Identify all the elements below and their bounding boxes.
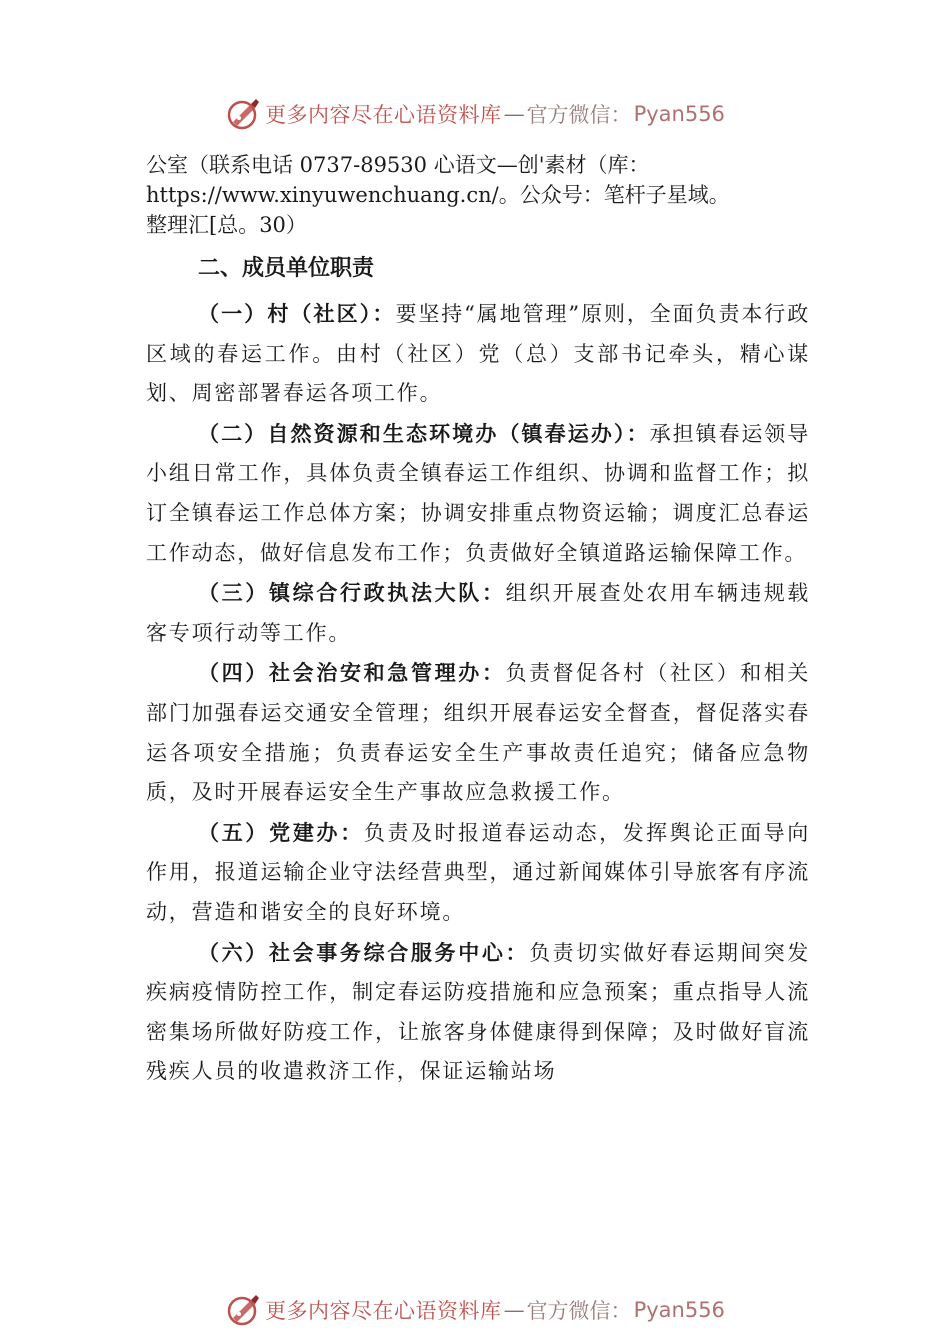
- intro-line-1: 公室（联系电话 0737-89530 心语文—创'素材（库：: [146, 153, 650, 177]
- duty-item-label: （四）社会治安和急管理办：: [198, 660, 506, 686]
- banner-text: 更多内容尽在心语资料库: [265, 1299, 502, 1323]
- banner-dash: —: [503, 102, 525, 126]
- duty-item: [146, 414, 810, 573]
- duty-item-text: 负责切实做好春运期间突发疾病疫情防控工作，制定春运防疫措施和应急预案；重点指导人流密集场所做好防疫工作，让旅客身体健康得到保障；及时做好盲流残疾人员的收遣救济工作，保证运输站场: [146, 940, 810, 1084]
- header-banner: [0, 94, 950, 134]
- document-body: [146, 150, 810, 1092]
- section-heading: 二、成员单位职责: [198, 256, 375, 281]
- duty-item: [146, 813, 810, 933]
- pen-logo-icon: [225, 96, 261, 132]
- intro-line-3: 整理汇[总。30）: [146, 213, 307, 237]
- banner-official-label: 官方微信：: [526, 103, 632, 127]
- duty-item-text: 负责及时报道春运动态，发挥舆论正面导向作用，报道运输企业守法经营典型，通过新闻媒体引导旅客有序流动，营造和谐安全的良好环境。: [146, 820, 810, 924]
- duty-item-label: （二）自然资源和生态环境办（镇春运办）：: [198, 420, 650, 446]
- duty-item-text: 负责督促各村（社区）和相关部门加强春运交通安全管理；组织开展春运安全督查，督促落实春运各项安全措施；负责春运安全生产事故责任追究；储备应急物质，及时开展春运安全生产事故应急救援工作。: [146, 661, 811, 805]
- banner-text: 更多内容尽在心语资料库: [265, 103, 502, 127]
- duty-item-text: 要坚持“属地管理”原则，全面负责本行政区域的春运工作。由村（社区）党（总）支部书记牵头，精心谋划、周密部署春运各项工作。: [146, 302, 811, 406]
- banner-wechat-id: Pyan556: [633, 1298, 725, 1322]
- footer-banner: [0, 1290, 950, 1330]
- banner-dash: —: [503, 1298, 525, 1322]
- duty-item-label: （三）镇综合行政执法大队：: [198, 580, 506, 606]
- duty-item: [146, 294, 810, 414]
- duty-item-label: （一）村（社区）：: [198, 301, 396, 326]
- intro-paragraph: [146, 150, 810, 240]
- duty-item-text: 承担镇春运领导小组日常工作，具体负责全镇春运工作组织、协调和监督工作；拟订全镇春运工作总体方案；协调安排重点物资运输；调度汇总春运工作动态，做好信息发布工作；负责做好全镇道路运输保障工作。: [146, 421, 811, 565]
- banner-official-label: 官方微信：: [526, 1299, 632, 1323]
- duty-item: [146, 653, 810, 812]
- banner-wechat-id: Pyan556: [633, 102, 725, 126]
- duty-item-label: （五）党建办：: [198, 819, 364, 845]
- intro-line-2: https://www.xinyuwenchuang.cn/。公众号：笔杆子星域。: [146, 183, 730, 207]
- pen-logo-icon: [225, 1292, 261, 1328]
- duty-item-text: 组织开展查处农用车辆违规载客专项行动等工作。: [146, 581, 811, 645]
- duty-item-label: （六）社会事务综合服务中心：: [198, 939, 530, 965]
- duty-item: [146, 573, 810, 653]
- duty-item: [146, 933, 810, 1092]
